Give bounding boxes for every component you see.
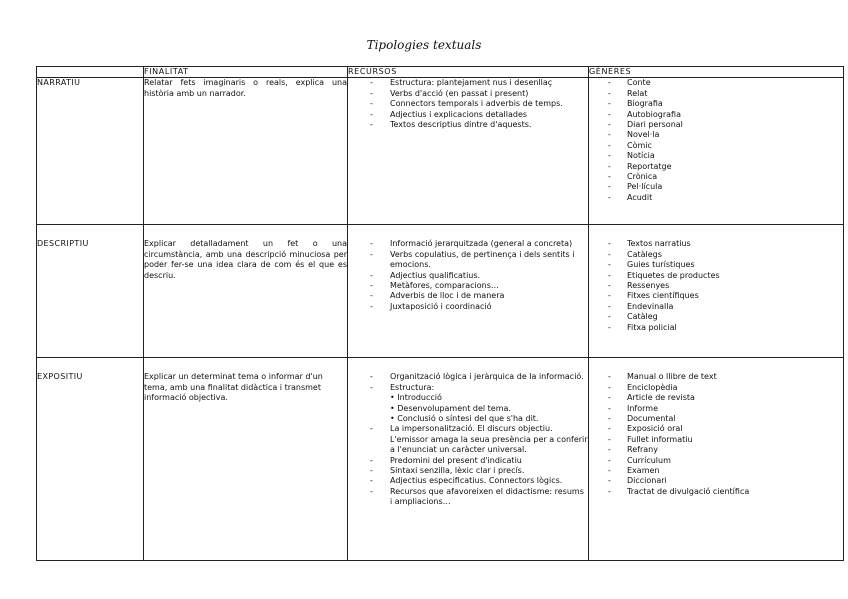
list-item: - Sintaxi senzilla, lèxic clar i precís.	[348, 466, 588, 476]
list-item: - Endevinalla	[589, 302, 843, 312]
type-cell: NARRATIU	[37, 78, 144, 225]
table-row	[37, 358, 844, 561]
table-row	[37, 225, 844, 358]
list-item: - Recursos que afavoreixen el didactisme: resums i ampliacions…	[348, 487, 588, 508]
list-item: - Article de revista	[589, 393, 843, 403]
list-item: - Conte	[589, 78, 843, 88]
page-title: Tipologies textuals	[366, 38, 482, 52]
list-item: - Adjectius especificatius. Connectors lògics.	[348, 476, 588, 486]
recursos-cell	[348, 78, 589, 225]
header-recursos: RECURSOS	[348, 67, 589, 78]
list-item: - Verbs copulatius, de pertinença i dels sentits i emocions.	[348, 250, 588, 271]
list-item: - Textos descriptius dintre d'aquests.	[348, 120, 588, 130]
sub-list-item: • Desenvolupament del tema.	[390, 403, 511, 413]
list-item: - Diari personal	[589, 120, 843, 130]
list-item: - Reportatge	[589, 162, 843, 172]
list-item: - Còmic	[589, 141, 843, 151]
list-item: - Juxtaposició i coordinació	[348, 302, 588, 312]
generes-list	[589, 78, 843, 203]
table-row	[37, 78, 844, 225]
sub-list-item: • Introducció	[390, 393, 442, 403]
estructura-label: Estructura:	[390, 382, 435, 392]
list-item: - Fullet informatiu	[589, 435, 843, 445]
list-item: - Adjectius qualificatius.	[348, 271, 588, 281]
list-item: - Metàfores, comparacions…	[348, 281, 588, 291]
list-item: - Notícia	[589, 151, 843, 161]
list-item: - Pel·lícula	[589, 182, 843, 192]
recursos-cell	[348, 225, 589, 358]
list-item: - Adverbis de lloc i de manera	[348, 291, 588, 301]
generes-list	[589, 239, 843, 333]
list-item: - Informe	[589, 404, 843, 414]
header-empty	[37, 67, 144, 78]
finalitat-cell: Explicar detalladament un fet o una circumstància, amb una descripció minuciosa per poder fer-se una idea clara de com és el que es descriu.	[144, 225, 348, 358]
list-item: - Connectors temporals i adverbis de temps.	[348, 99, 588, 109]
list-item: - Fitxa policial	[589, 323, 843, 333]
recursos-list	[348, 239, 588, 312]
recursos-list	[348, 78, 588, 130]
recursos-list	[348, 372, 588, 507]
generes-list	[589, 372, 843, 497]
list-item: - Exposició oral	[589, 424, 843, 434]
list-item: - Enciclopèdia	[589, 383, 843, 393]
list-item: - Catàlegs	[589, 250, 843, 260]
list-item: - Estructura: plantejament nus i desenllaç	[348, 78, 588, 88]
list-item: - Tractat de divulgació científica	[589, 487, 843, 497]
list-item: - Guies turístiques	[589, 260, 843, 270]
header-row	[37, 67, 844, 78]
estructura-sublist	[390, 393, 588, 424]
recursos-cell	[348, 358, 589, 561]
list-item: - Crònica	[589, 172, 843, 182]
generes-cell	[589, 358, 844, 561]
list-item: - Diccionari	[589, 476, 843, 486]
header-finalitat: FINALITAT	[144, 67, 348, 78]
finalitat-cell: Explicar un determinat tema o informar d'un tema, amb una finalitat didàctica i transmet informació objectiva.	[144, 358, 348, 561]
generes-cell	[589, 78, 844, 225]
list-item: - Predomini del present d'indicatiu	[348, 456, 588, 466]
header-generes: GÈNERES	[589, 67, 844, 78]
list-item: - Acudit	[589, 193, 843, 203]
typology-table	[36, 66, 844, 561]
list-item: - Informació jerarquitzada (general a concreta)	[348, 239, 588, 249]
generes-cell	[589, 225, 844, 358]
list-item: - Catàleg	[589, 312, 843, 322]
list-item: - Novel·la	[589, 130, 843, 140]
list-item: - Autobiografia	[589, 110, 843, 120]
list-item: - Textos narratius	[589, 239, 843, 249]
list-item: - Manual o llibre de text	[589, 372, 843, 382]
list-item: - Fitxes científiques	[589, 291, 843, 301]
finalitat-cell: Relatar fets imaginaris o reals, explica una història amb un narrador.	[144, 78, 348, 225]
list-item: - Adjectius i explicacions detallades	[348, 110, 588, 120]
list-item: - Documental	[589, 414, 843, 424]
type-cell: DESCRIPTIU	[37, 225, 144, 358]
list-item: - Relat	[589, 89, 843, 99]
list-item: - Organització lògica i jeràrquica de la informació.	[348, 372, 588, 382]
list-item: - Etiquetes de productes	[589, 271, 843, 281]
sub-list-item: • Conclusió o síntesi del que s'ha dit.	[390, 414, 539, 424]
list-item: - Refrany	[589, 445, 843, 455]
list-item: - Examen	[589, 466, 843, 476]
list-item: - Currículum	[589, 456, 843, 466]
type-cell: EXPOSITIU	[37, 358, 144, 561]
list-item: - La impersonalització. El discurs objectiu. L'emissor amaga la seua presència per a conferir a l'enunciat un caràcter universal.	[348, 424, 588, 455]
list-item: - Verbs d'acció (en passat i present)	[348, 89, 588, 99]
list-item	[348, 383, 588, 425]
list-item: - Biografia	[589, 99, 843, 109]
list-item: - Ressenyes	[589, 281, 843, 291]
